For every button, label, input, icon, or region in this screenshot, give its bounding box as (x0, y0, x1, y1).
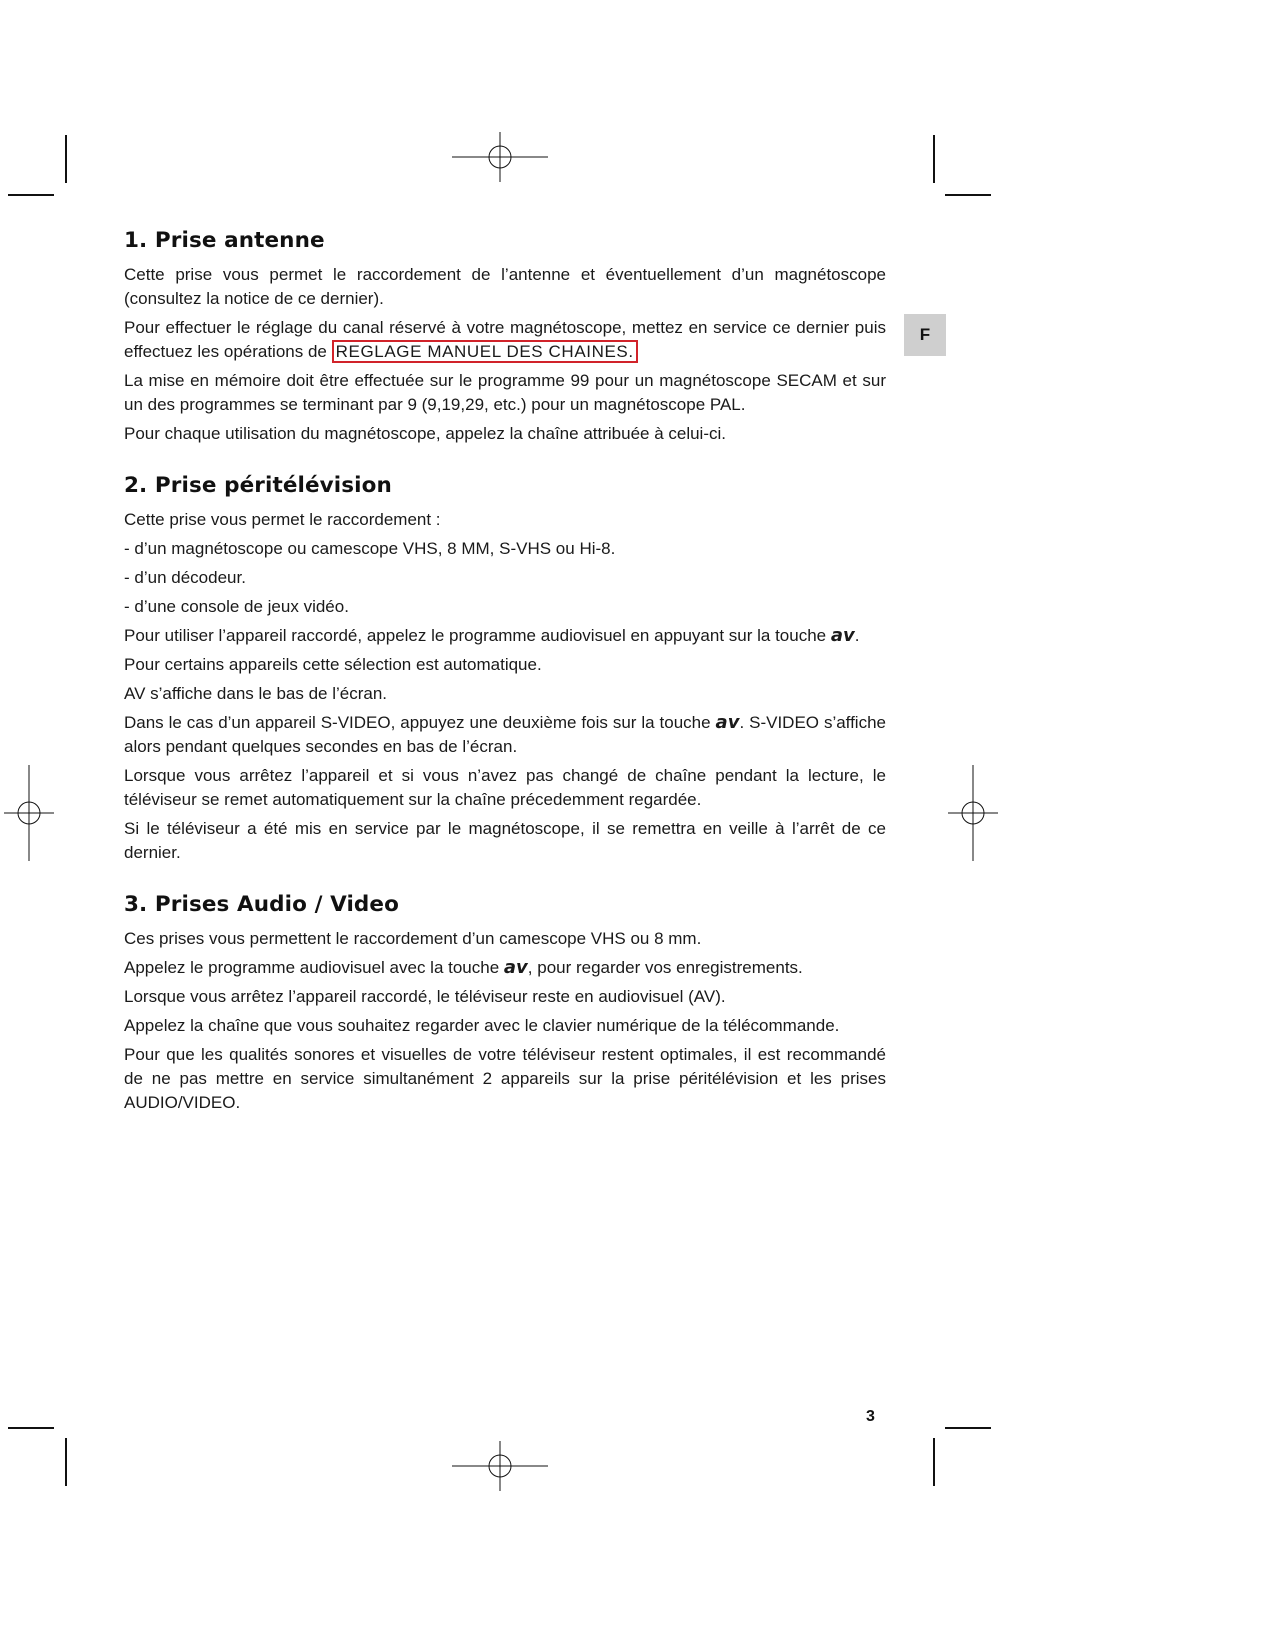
paragraph: Pour chaque utilisation du magnétoscope, appelez la chaîne attribuée à celui-ci. (124, 424, 726, 443)
manual-channel-setup-link[interactable]: REGLAGE MANUEL DES CHAINES. (332, 340, 638, 363)
crop-mark-top-left-horizontal (8, 194, 54, 196)
paragraph-text: . S-VIDEO s’affiche alors pendant quelques secondes en bas de l’écran. (124, 713, 886, 756)
paragraph-text: Pour effectuer le réglage du canal réservé à votre magnétoscope, mettez en service ce dernier puis effectuez les opérations de (124, 318, 886, 361)
paragraph: Cette prise vous permet le raccordement de l’antenne et éventuellement d’un magnétoscope (consultez la notice de ce dernier). (124, 265, 886, 308)
paragraph-text: , pour regarder vos enregistrements. (527, 958, 803, 977)
paragraph (124, 956, 886, 980)
paragraph: Ces prises vous permettent le raccordement d’un camescope VHS ou 8 mm. (124, 929, 702, 948)
language-tab: F (904, 314, 946, 356)
registration-crosshair-left-icon (4, 765, 54, 861)
av-key-symbol: av (715, 712, 740, 733)
paragraph-text: . (854, 626, 860, 645)
section-title: 3. Prises Audio / Video (124, 892, 399, 917)
paragraph-text: Dans le cas d’un appareil S-VIDEO, appuyez une deuxième fois sur la touche (124, 713, 711, 732)
list-item: - d’un magnétoscope ou camescope VHS, 8 MM, S-VHS ou Hi-8. (124, 539, 616, 558)
section-title: 2. Prise péritélévision (124, 473, 392, 498)
paragraph (124, 316, 886, 364)
registration-crosshair-bottom-icon (452, 1441, 548, 1491)
paragraph-text: Appelez le programme audiovisuel avec la touche (124, 958, 500, 977)
section-audio-video (124, 892, 886, 1115)
paragraph-text: Pour utiliser l’appareil raccordé, appelez le programme audiovisuel en appuyant sur la touche (124, 626, 827, 645)
paragraph: Lorsque vous arrêtez l’appareil raccordé, le téléviseur reste en audiovisuel (AV). (124, 987, 726, 1006)
crop-mark-bottom-left-vertical (65, 1438, 67, 1486)
paragraph: AV s’affiche dans le bas de l’écran. (124, 684, 388, 703)
crop-mark-bottom-right-vertical (933, 1438, 935, 1486)
crop-mark-top-right-horizontal (945, 194, 991, 196)
section-antenna (124, 228, 886, 446)
paragraph: Lorsque vous arrêtez l’appareil et si vous n’avez pas changé de chaîne pendant la lecture, le téléviseur se remet automatiquement sur la chaîne précedemment regardée. (124, 766, 886, 809)
registration-crosshair-top-icon (452, 132, 548, 182)
paragraph (124, 624, 886, 648)
crop-mark-bottom-right-horizontal (945, 1427, 991, 1429)
paragraph: Pour certains appareils cette sélection est automatique. (124, 655, 542, 674)
av-key-symbol: av (830, 625, 855, 646)
paragraph: La mise en mémoire doit être effectuée sur le programme 99 pour un magnétoscope SECAM et sur un des programmes se terminant par 9 (9,19,29, etc.) pour un magnétoscope PAL. (124, 371, 886, 414)
section-title: 1. Prise antenne (124, 228, 325, 253)
paragraph: Appelez la chaîne que vous souhaitez regarder avec le clavier numérique de la télécommande. (124, 1016, 840, 1035)
list-item: - d’un décodeur. (124, 568, 246, 587)
crop-mark-bottom-left-horizontal (8, 1427, 54, 1429)
main-content (124, 228, 886, 1142)
crop-mark-top-left-vertical (65, 135, 67, 183)
list-item: - d’une console de jeux vidéo. (124, 597, 349, 616)
av-key-symbol: av (503, 957, 528, 978)
paragraph: Cette prise vous permet le raccordement : (124, 510, 441, 529)
paragraph: Pour que les qualités sonores et visuelles de votre téléviseur restent optimales, il est recommandé de ne pas mettre en service simultanément 2 appareils sur la prise péritélévision et les prises AUDIO/VIDEO. (124, 1045, 886, 1112)
page-number: 3 (866, 1408, 875, 1425)
registration-crosshair-right-icon (948, 765, 998, 861)
paragraph: Si le téléviseur a été mis en service par le magnétoscope, il se remettra en veille à l’arrêt de ce dernier. (124, 819, 886, 862)
section-scart (124, 473, 886, 865)
crop-mark-top-right-vertical (933, 135, 935, 183)
paragraph (124, 711, 886, 759)
